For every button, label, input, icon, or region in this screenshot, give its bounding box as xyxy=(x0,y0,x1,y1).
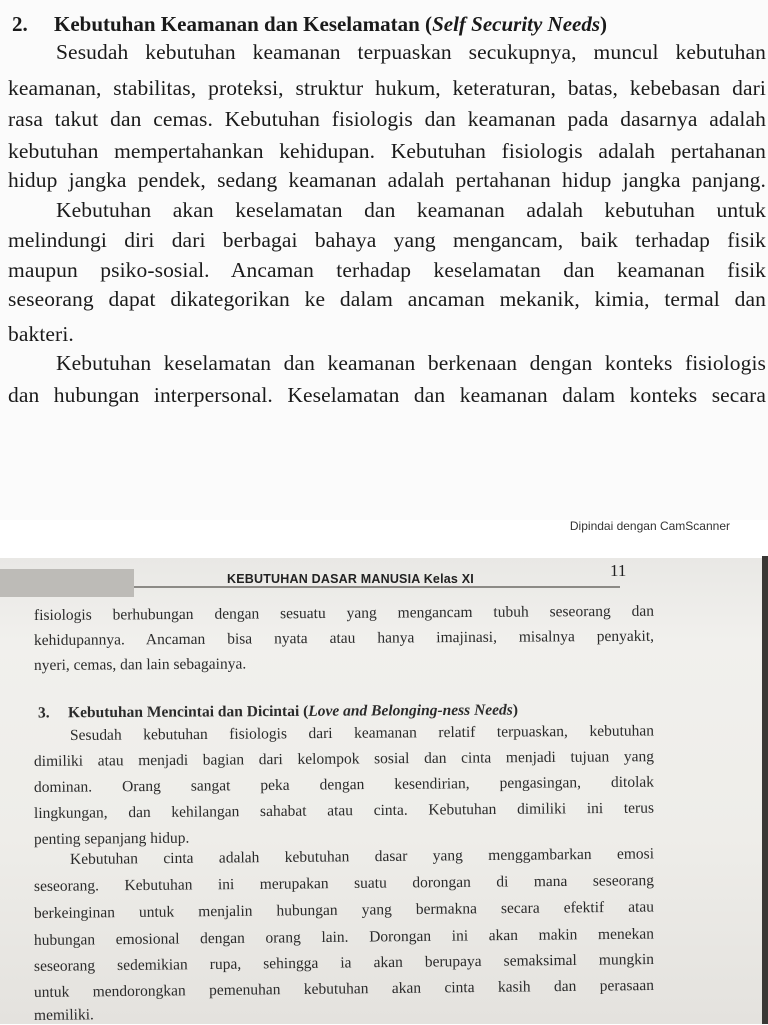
paragraph-line: Kebutuhan keselamatan dan keamanan berkenaan dengan konteks fisiologis xyxy=(56,351,766,375)
paragraph-line: penting sepanjang hidup. xyxy=(33,829,190,848)
paragraph-line: Kebutuhan akan keselamatan dan keamanan adalah kebutuhan untuk xyxy=(56,198,766,222)
paragraph-line: bakteri. xyxy=(8,322,74,346)
header-rule xyxy=(134,586,620,588)
paragraph-line: berkeinginan untuk menjalin hubungan yang bermakna secara efektif atau xyxy=(33,898,655,922)
section-2-title-italic: Self Security Needs xyxy=(432,12,601,36)
paragraph-line: rasa takut dan cemas. Kebutuhan fisiologis dan keamanan pada dasarnya adalah xyxy=(8,107,766,131)
section-2-title-close: ) xyxy=(600,12,608,36)
section-2-title: Kebutuhan Keamanan dan Keselamatan ( xyxy=(54,12,433,36)
paragraph-line: kehidupannya. Ancaman bisa nyata atau hanya imajinasi, misalnya penyakit, xyxy=(33,627,655,649)
paragraph-line: hidup jangka pendek, sedang keamanan adalah pertahanan hidup jangka panjang. xyxy=(8,168,766,192)
paragraph-line: fisiologis berhubungan dengan sesuatu yang mengancam tubuh seseorang dan xyxy=(33,602,655,624)
section-2-number: 2. xyxy=(12,12,28,36)
paragraph-line: lingkungan, dan kehilangan sahabat atau cinta. Kebutuhan dimiliki ini terus xyxy=(33,799,655,822)
page-edge-shadow xyxy=(762,556,768,1024)
section-3-title: Kebutuhan Mencintai dan Dicintai ( xyxy=(67,702,309,722)
paragraph-line: seseorang sedemikian rupa, sehingga ia akan berupaya semaksimal mungkin xyxy=(33,950,655,975)
paragraph-line: dan hubungan interpersonal. Keselamatan dan keamanan dalam konteks secara xyxy=(8,383,766,407)
section-3-title-italic: Love and Belonging-ness Needs xyxy=(308,701,513,720)
paragraph-line: untuk mendorongkan pemenuhan kebutuhan akan cinta kasih dan perasaan xyxy=(33,976,655,1001)
paragraph-line: memiliki. xyxy=(33,1006,94,1024)
section-2-heading xyxy=(12,12,607,37)
paragraph-line: Sesudah kebutuhan keamanan terpuaskan secukupnya, muncul kebutuhan xyxy=(56,40,766,64)
paragraph-line: kebutuhan mempertahankan kehidupan. Kebutuhan fisiologis adalah pertahanan xyxy=(8,139,766,163)
section-3-number: 3. xyxy=(37,704,50,722)
paragraph-line: Kebutuhan cinta adalah kebutuhan dasar yang menggambarkan emosi xyxy=(69,845,655,868)
paragraph-line: keamanan, stabilitas, proteksi, struktur hukum, keteraturan, batas, kebebasan dari xyxy=(8,76,766,100)
paragraph-line: dimiliki atau menjadi bagian dari kelompok sosial dan cinta menjadi tujuan yang xyxy=(33,748,655,770)
paragraph-line: maupun psiko-sosial. Ancaman terhadap keselamatan dan keamanan fisik xyxy=(8,258,766,282)
section-3-heading xyxy=(38,702,518,723)
paragraph-line: seseorang dapat dikategorikan ke dalam ancaman mekanik, kimia, termal dan xyxy=(8,287,766,311)
camscanner-watermark: Dipindai dengan CamScanner xyxy=(569,519,730,533)
paragraph-line: melindungi diri dari berbagai bahaya yang mengancam, baik terhadap fisik xyxy=(8,228,766,252)
header-decor-bar xyxy=(0,569,134,597)
page-number: 11 xyxy=(610,561,627,580)
section-3-title-close: ) xyxy=(512,701,519,719)
paragraph-line: hubungan emosional dengan orang lain. Dorongan ini akan makin menekan xyxy=(33,925,655,949)
paragraph-line: nyeri, cemas, dan lain sebagainya. xyxy=(33,655,247,674)
paragraph-line: dominan. Orang sangat peka dengan kesendirian, pengasingan, ditolak xyxy=(33,773,655,796)
running-header: KEBUTUHAN DASAR MANUSIA Kelas XI xyxy=(227,572,474,586)
paragraph-line: Sesudah kebutuhan fisiologis dari keamanan relatif terpuaskan, kebutuhan xyxy=(69,722,655,744)
paragraph-line: seseorang. Kebutuhan ini merupakan suatu dorongan di mana seseorang xyxy=(33,872,655,895)
